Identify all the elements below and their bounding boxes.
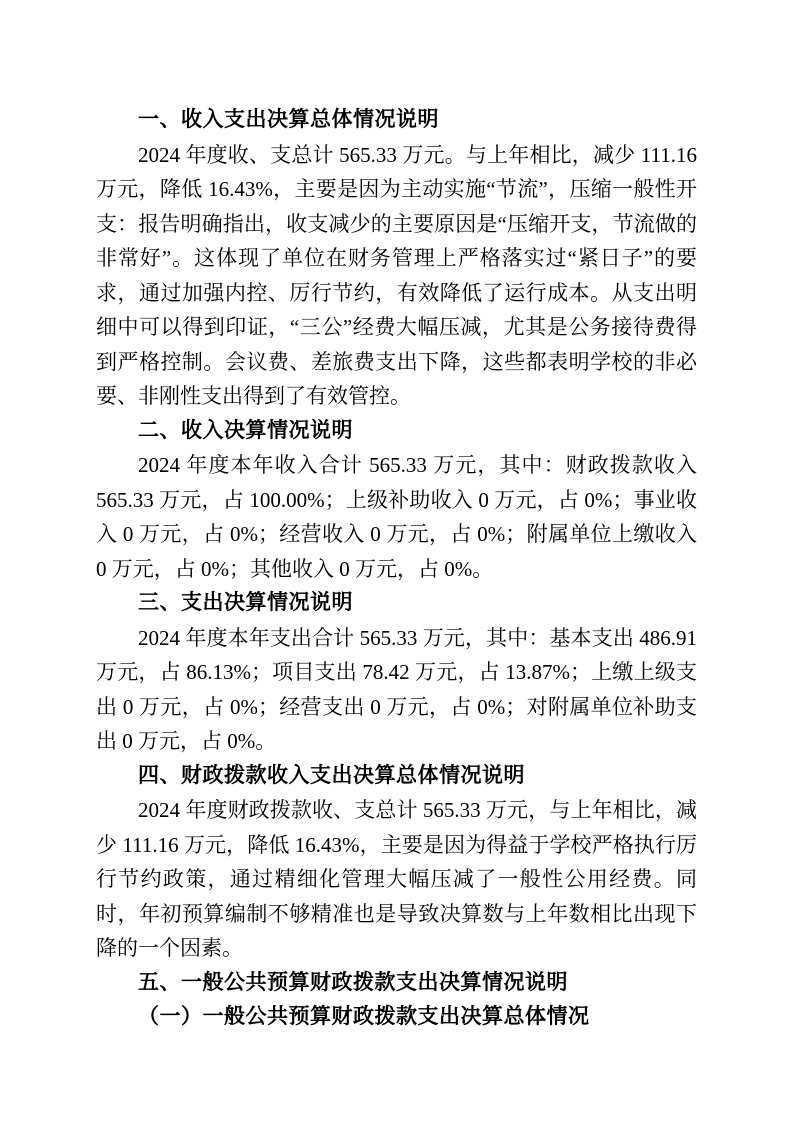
section-1-heading: 一、收入支出决算总体情况说明: [138, 108, 439, 131]
section-3-paragraph: 2024 年度本年支出合计 565.33 万元，其中：基本支出 486.91 万元，占 86.13%；项目支出 78.42 万元，占 13.87%；上缴上级支出 0 万元，占 0%；经营支出 0 万元，占 0%；对附属单位补助支出 0 万元，占 0%。: [96, 625, 697, 753]
section-3-heading: 三、支出决算情况说明: [138, 591, 353, 614]
section-1-paragraph: 2024 年度收、支总计 565.33 万元。与上年相比，减少 111.16 万元，降低 16.43%，主要是因为主动实施“节流”，压缩一般性开支：报告明确指出，收支减少的主要原因是“压缩开支，节流做的非常好”。这体现了单位在财务管理上严格落实过“紧日子”的要求，通过加强内控、厉行节约，有效降低了运行成本。从支出明细中可以得到印证，“三公”经费大幅压减，尤其是公务接待费得到严格控制。会议费、差旅费支出下降，这些都表明学校的非必要、非刚性支出得到了有效管控。: [96, 142, 697, 408]
document-content: [96, 103, 697, 1035]
section-2-paragraph: 2024 年度本年收入合计 565.33 万元，其中：财政拨款收入 565.33 万元，占 100.00%；上级补助收入 0 万元，占 0%；事业收入 0 万元，占 0%；经营收入 0 万元，占 0%；附属单位上缴收入 0 万元，占 0%；其他收入 0 万元，占 0%。: [96, 453, 697, 581]
section-4-heading: 四、财政拨款收入支出决算总体情况说明: [138, 763, 525, 787]
section-2-heading: 二、收入决算情况说明: [138, 418, 353, 442]
section-5-heading: 五、一般公共预算财政拨款支出决算情况说明: [138, 970, 568, 994]
section-4-paragraph: 2024 年度财政拨款收、支总计 565.33 万元，与上年相比，减少 111.16 万元，降低 16.43%，主要是因为得益于学校严格执行厉行节约政策，通过精细化管理大幅压减了一般性公用经费。同时，年初预算编制不够精准也是导致决算数与上年数相比出现下降的一个因素。: [96, 798, 697, 960]
section-5-subheading: （一）一般公共预算财政拨款支出决算总体情况: [138, 1005, 590, 1028]
